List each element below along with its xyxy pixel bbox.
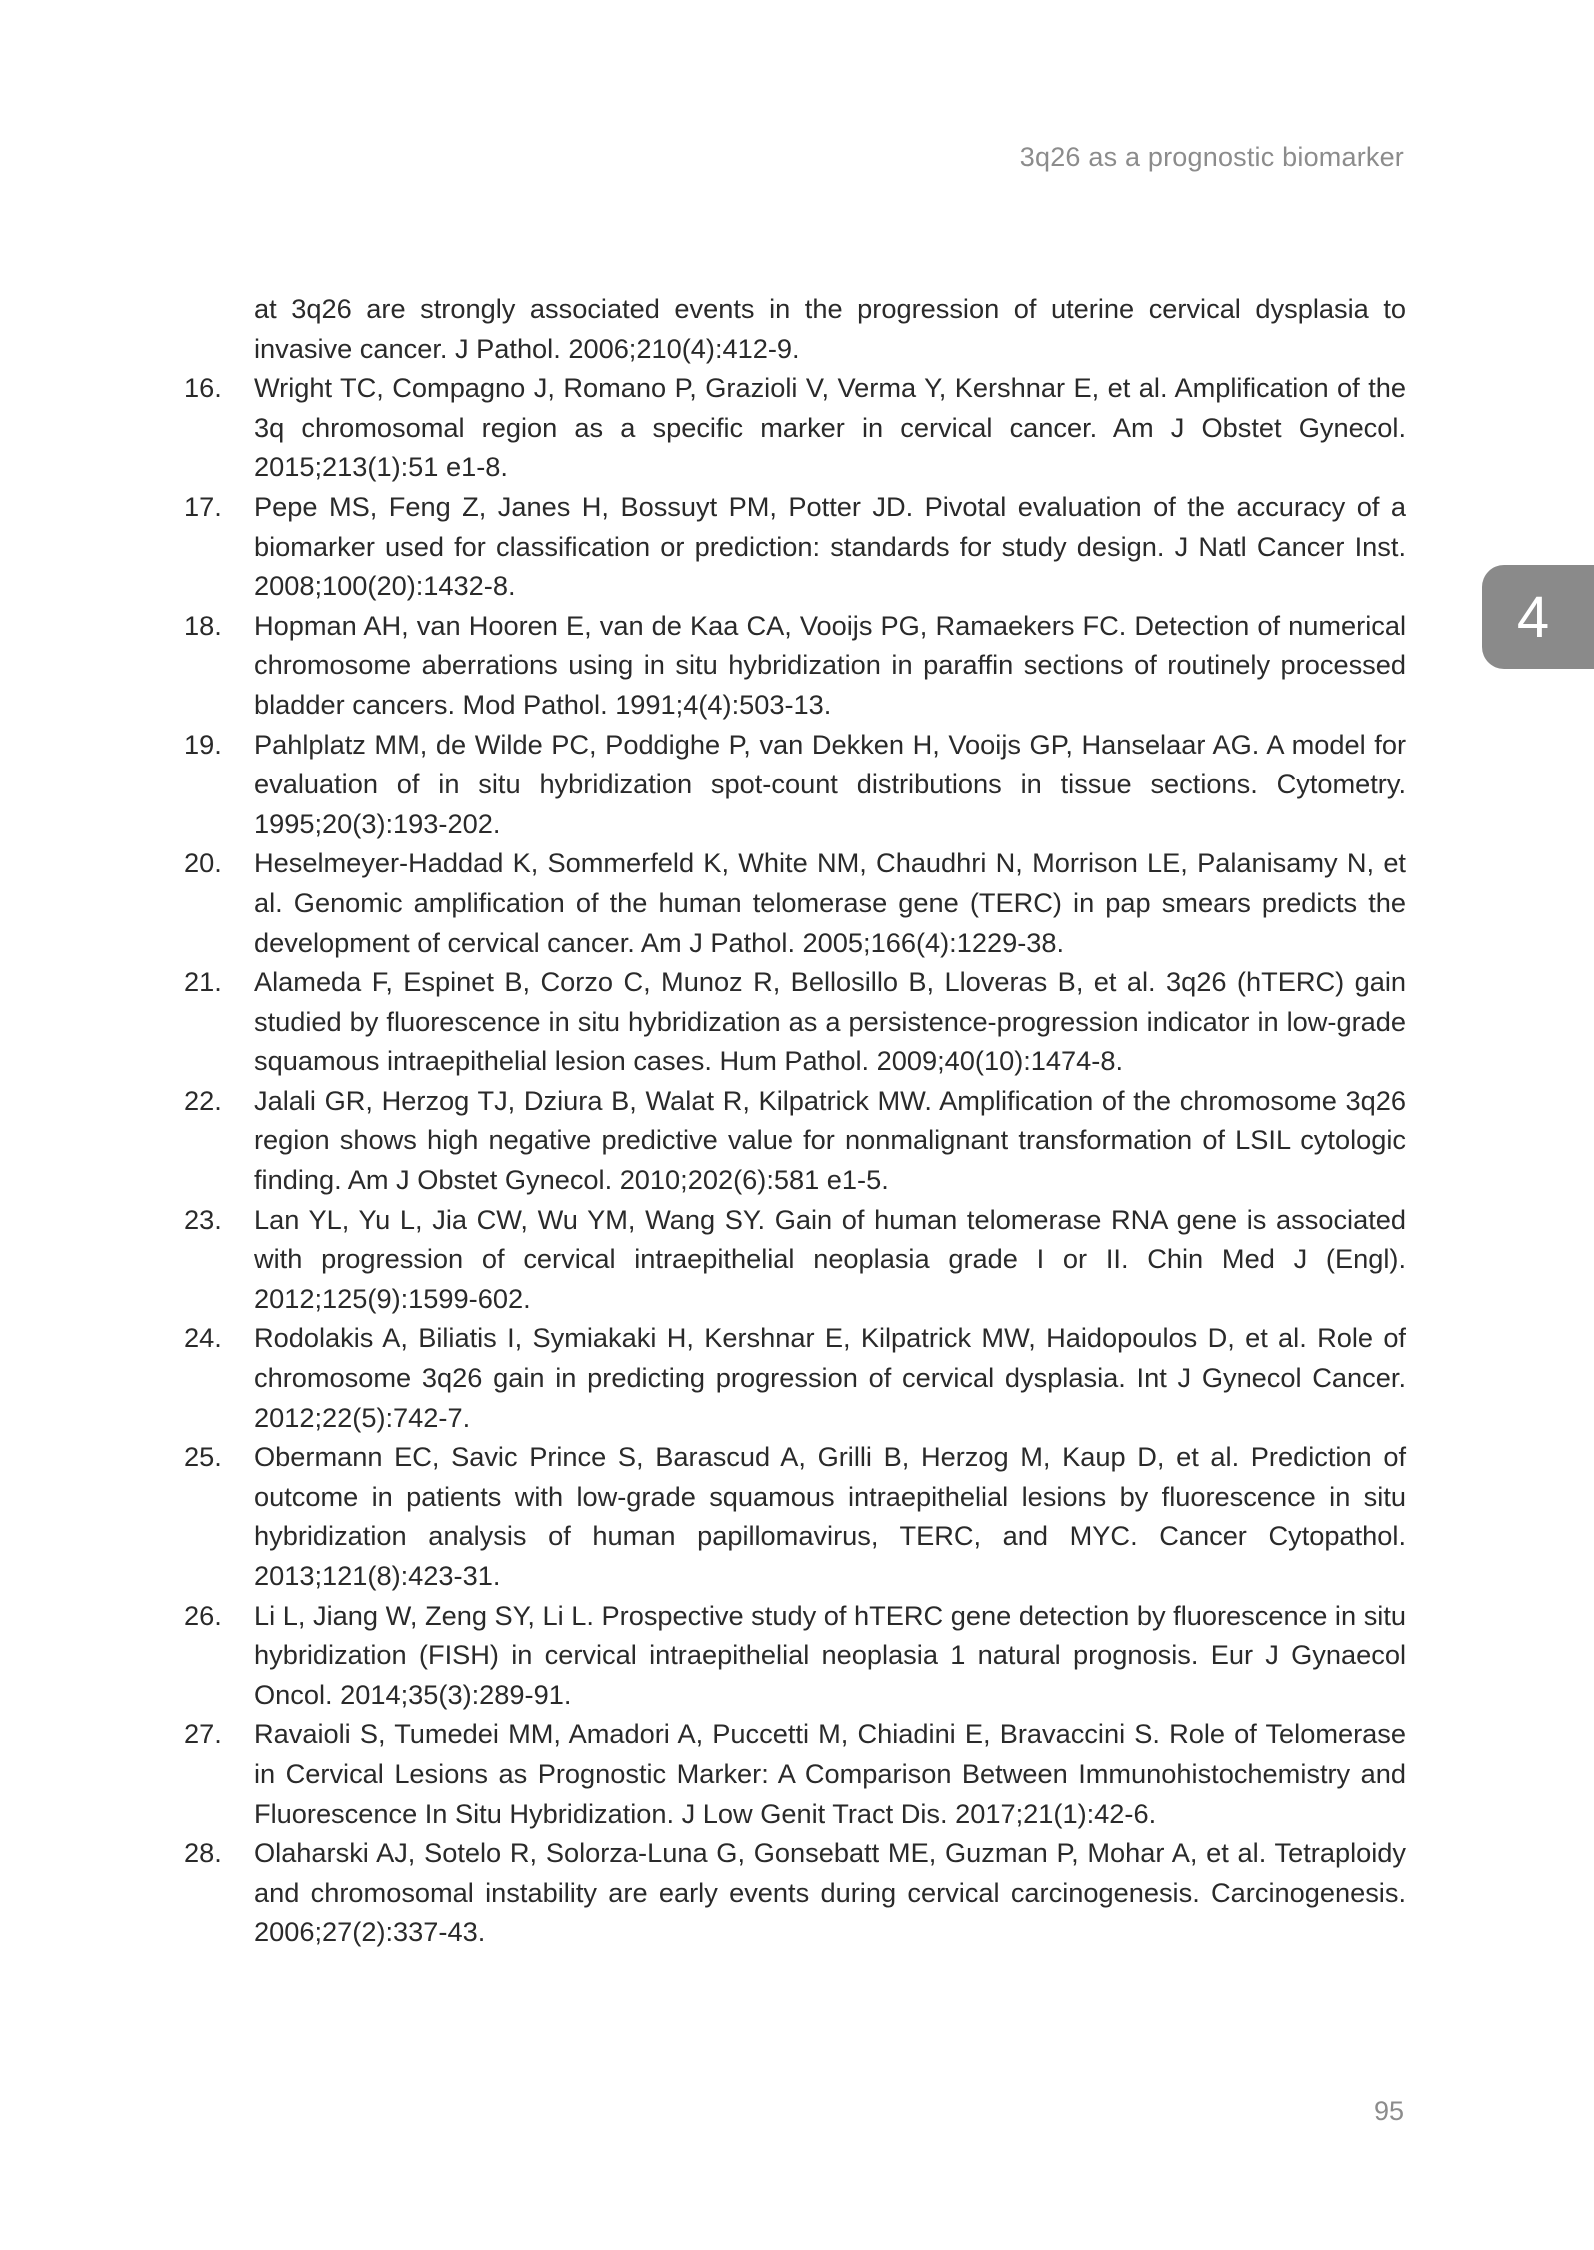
chapter-number: 4 xyxy=(1516,584,1550,650)
reference-text: Pepe MS, Feng Z, Janes H, Bossuyt PM, Potter JD. Pivotal evaluation of the accuracy of a biomarker used for classification or prediction: standards for study design. J Natl Cancer Inst. 2008;100(20):1432-8. xyxy=(254,490,1406,602)
reference-number: 19. xyxy=(184,728,222,760)
reference-number: 23. xyxy=(184,1203,222,1235)
reference-text: Hopman AH, van Hooren E, van de Kaa CA, Vooijs PG, Ramaekers FC. Detection of numerical chromosome aberrations using in situ hybridization in paraffin sections of routinely processed bladder cancers. Mod Pathol. 1991;4(4):503-13. xyxy=(254,609,1406,720)
reference-text: Pahlplatz MM, de Wilde PC, Poddighe P, van Dekken H, Vooijs GP, Hanselaar AG. A model for evaluation of in situ hybridization spot-count distributions in tissue sections. Cytometry. 1995;20(3):193-202. xyxy=(254,728,1406,839)
reference-number: 28. xyxy=(184,1837,222,1869)
reference-text: Ravaioli S, Tumedei MM, Amadori A, Puccetti M, Chiadini E, Bravaccini S. Role of Telomerase in Cervical Lesions as Prognostic Marker: A Comparison Between Immunohistochemistry and Fluorescence In Situ Hybridization. J Low Genit Tract Dis. 2017;21(1):42-6. xyxy=(254,1718,1406,1829)
page-number: 95 xyxy=(1373,2096,1404,2126)
reference-16 xyxy=(184,368,1406,487)
reference-27 xyxy=(184,1714,1406,1833)
reference-number: 17. xyxy=(184,490,222,522)
reference-text: at 3q26 are strongly associated events in the progression of uterine cervical dysplasia to invasive cancer. J Pathol. 2006;210(4):412-9. xyxy=(254,293,1406,364)
running-header: 3q26 as a prognostic biomarker xyxy=(1019,142,1404,172)
reference-22 xyxy=(184,1081,1406,1200)
chapter-tab xyxy=(1482,565,1594,669)
reference-26 xyxy=(184,1596,1406,1715)
reference-text: Wright TC, Compagno J, Romano P, Grazioli V, Verma Y, Kershnar E, et al. Amplification of the 3q chromosomal region as a specific marker in cervical cancer. Am J Obstet Gynecol. 2015;213(1):51 e1-8. xyxy=(254,372,1406,483)
reference-continuation xyxy=(184,289,1406,368)
reference-23 xyxy=(184,1200,1406,1319)
reference-number: 26. xyxy=(184,1599,222,1631)
reference-text: Jalali GR, Herzog TJ, Dziura B, Walat R, Kilpatrick MW. Amplification of the chromosome 3q26 region shows high negative predictive value for nonmalignant transformation of LSIL cytologic finding. Am J Obstet Gynecol. 2010;202(6):581 e1-5. xyxy=(254,1084,1406,1196)
reference-text: Alameda F, Espinet B, Corzo C, Munoz R, Bellosillo B, Lloveras B, et al. 3q26 (hTERC) gain studied by fluorescence in situ hybridization as a persistence-progression indicator in low-grade squamous intraepithelial lesion cases. Hum Pathol. 2009;40(10):1474-8. xyxy=(254,966,1406,1077)
reference-number: 22. xyxy=(184,1084,222,1116)
reference-number: 16. xyxy=(184,372,222,404)
reference-number: 20. xyxy=(184,847,222,879)
reference-18 xyxy=(184,606,1406,725)
reference-text: Li L, Jiang W, Zeng SY, Li L. Prospective study of hTERC gene detection by fluorescence in situ hybridization (FISH) in cervical intraepithelial neoplasia 1 natural prognosis. Eur J Gynaecol Oncol. 2014;35(3):289-91. xyxy=(254,1599,1406,1710)
reference-number: 24. xyxy=(184,1322,222,1354)
reference-list xyxy=(184,289,1406,1952)
reference-text: Olaharski AJ, Sotelo R, Solorza-Luna G, Gonsebatt ME, Guzman P, Mohar A, et al. Tetraploidy and chromosomal instability are early events during cervical carcinogenesis. Carcinogenesis. 2006;27(2):337-43. xyxy=(254,1837,1406,1948)
reference-19 xyxy=(184,725,1406,844)
reference-17 xyxy=(184,487,1406,606)
reference-text: Lan YL, Yu L, Jia CW, Wu YM, Wang SY. Gain of human telomerase RNA gene is associated with progression of cervical intraepithelial neoplasia grade I or II. Chin Med J (Engl). 2012;125(9):1599-602. xyxy=(254,1203,1406,1314)
reference-20 xyxy=(184,843,1406,962)
reference-24 xyxy=(184,1318,1406,1437)
reference-25 xyxy=(184,1437,1406,1595)
reference-21 xyxy=(184,962,1406,1081)
reference-number: 25. xyxy=(184,1441,222,1473)
reference-number: 21. xyxy=(184,966,222,998)
reference-28 xyxy=(184,1833,1406,1952)
reference-text: Obermann EC, Savic Prince S, Barascud A, Grilli B, Herzog M, Kaup D, et al. Prediction of outcome in patients with low-grade squamous intraepithelial lesions by fluorescence in situ hybridization analysis of human papillomavirus, TERC, and MYC. Cancer Cytopathol. 2013;121(8):423-31. xyxy=(254,1441,1406,1591)
reference-text: Rodolakis A, Biliatis I, Symiakaki H, Kershnar E, Kilpatrick MW, Haidopoulos D, et al. Role of chromosome 3q26 gain in predicting progression of cervical dysplasia. Int J Gynecol Cancer. 2012;22(5):742-7. xyxy=(254,1322,1406,1433)
reference-number: 18. xyxy=(184,609,222,641)
reference-text: Heselmeyer-Haddad K, Sommerfeld K, White NM, Chaudhri N, Morrison LE, Palanisamy N, et al. Genomic amplification of the human telomerase gene (TERC) in pap smears predicts the development of cervical cancer. Am J Pathol. 2005;166(4):1229-38. xyxy=(254,847,1406,958)
reference-number: 27. xyxy=(184,1718,222,1750)
